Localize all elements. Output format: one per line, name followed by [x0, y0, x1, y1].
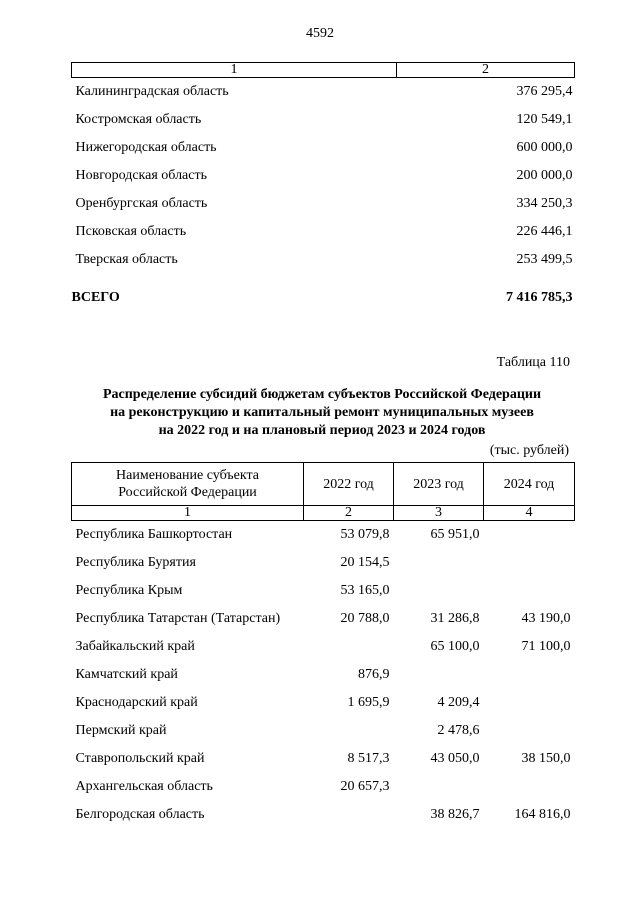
table-title-line-1: Распределение субсидий бюджетам субъектов Российской Федерации — [102, 387, 542, 402]
value-2024 — [484, 549, 575, 577]
value-2023: 38 826,7 — [430, 807, 480, 822]
region-name: Нижегородская область — [75, 140, 217, 155]
table-row — [72, 162, 575, 190]
region-value: 600 000,0 — [516, 140, 573, 155]
regions-totals-table — [71, 62, 575, 316]
value-2022 — [304, 633, 394, 661]
column-number-2: 2 — [397, 63, 575, 78]
table-row — [72, 246, 575, 274]
table-row — [72, 78, 575, 107]
region-name: Архангельская область — [75, 779, 213, 794]
region-value: 120 549,1 — [516, 112, 573, 127]
value-2023 — [394, 549, 484, 577]
value-2023: 4 209,4 — [437, 695, 480, 710]
total-row — [72, 274, 575, 316]
column-number-row — [72, 506, 575, 521]
value-2024 — [484, 521, 575, 550]
value-2023 — [394, 773, 484, 801]
value-2022: 876,9 — [358, 667, 390, 682]
table-row — [72, 134, 575, 162]
table-title — [70, 386, 574, 440]
value-2022: 20 154,5 — [340, 555, 390, 570]
region-name: Костромская область — [75, 112, 202, 127]
value-2024 — [484, 689, 575, 717]
header-region-name-line-1: Наименование субъекта — [116, 468, 259, 483]
value-2024 — [484, 717, 575, 745]
table2-body — [72, 521, 575, 830]
value-2022: 20 657,3 — [340, 779, 390, 794]
table-label: Таблица 110 — [496, 355, 570, 370]
table-row — [72, 549, 575, 577]
table-row — [72, 521, 575, 550]
region-name: Белгородская область — [75, 807, 205, 822]
value-2022: 53 165,0 — [340, 583, 390, 598]
table-row — [72, 577, 575, 605]
table-row — [72, 605, 575, 633]
value-2024: 43 190,0 — [521, 611, 571, 626]
region-name: Псковская область — [75, 224, 187, 239]
table-row — [72, 106, 575, 134]
region-value: 334 250,3 — [516, 196, 573, 211]
value-2022 — [304, 717, 394, 745]
column-number-1: 1 — [72, 506, 304, 521]
value-2022: 20 788,0 — [340, 611, 390, 626]
table-row — [72, 218, 575, 246]
subsidies-table — [71, 462, 575, 829]
table-row — [72, 773, 575, 801]
table-row — [72, 745, 575, 773]
region-name: Республика Башкортостан — [75, 527, 233, 542]
table-title-line-2: на реконструкцию и капитальный ремонт муниципальных музеев — [110, 405, 534, 420]
table-row — [72, 633, 575, 661]
value-2023: 65 951,0 — [430, 527, 480, 542]
region-name: Забайкальский край — [75, 639, 195, 654]
total-value: 7 416 785,3 — [506, 290, 573, 305]
region-value: 253 499,5 — [516, 252, 573, 267]
region-name: Республика Татарстан (Татарстан) — [75, 611, 281, 626]
value-2022: 8 517,3 — [347, 751, 390, 766]
value-2024: 164 816,0 — [514, 807, 571, 822]
value-2023: 31 286,8 — [430, 611, 480, 626]
value-2023: 2 478,6 — [437, 723, 480, 738]
column-number-row — [72, 63, 575, 78]
region-name: Новгородская область — [75, 168, 207, 183]
region-name: Калининградская область — [75, 84, 229, 99]
value-2023: 43 050,0 — [430, 751, 480, 766]
column-number-3: 3 — [394, 506, 484, 521]
value-2022: 53 079,8 — [340, 527, 390, 542]
header-region-name-line-2: Российской Федерации — [118, 485, 257, 500]
region-value: 226 446,1 — [516, 224, 573, 239]
header-2023: 2023 год — [394, 463, 484, 506]
region-name: Ставропольский край — [75, 751, 205, 766]
value-2024: 71 100,0 — [521, 639, 571, 654]
total-label: ВСЕГО — [71, 290, 120, 305]
table1-body — [72, 78, 575, 275]
region-name: Пермский край — [75, 723, 167, 738]
table-row — [72, 717, 575, 745]
value-2023 — [394, 661, 484, 689]
header-2022: 2022 год — [304, 463, 394, 506]
region-value: 376 295,4 — [516, 84, 573, 99]
region-name: Тверская область — [75, 252, 178, 267]
header-2024: 2024 год — [484, 463, 575, 506]
region-name: Республика Крым — [75, 583, 183, 598]
value-2022: 1 695,9 — [347, 695, 390, 710]
region-name: Камчатский край — [75, 667, 178, 682]
column-number-2: 2 — [304, 506, 394, 521]
table-row — [72, 801, 575, 829]
value-2024 — [484, 577, 575, 605]
table-title-line-3: на 2022 год и на плановый период 2023 и 2024 годов — [158, 423, 486, 438]
region-name: Краснодарский край — [75, 695, 198, 710]
table-row — [72, 689, 575, 717]
header-region-name — [72, 463, 304, 506]
value-2023 — [394, 577, 484, 605]
page-number: 4592 — [306, 26, 334, 41]
value-2024 — [484, 773, 575, 801]
column-number-4: 4 — [484, 506, 575, 521]
value-2023: 65 100,0 — [430, 639, 480, 654]
value-2024: 38 150,0 — [521, 751, 571, 766]
table-row — [72, 190, 575, 218]
region-name: Оренбургская область — [75, 196, 208, 211]
region-name: Республика Бурятия — [75, 555, 196, 570]
region-value: 200 000,0 — [516, 168, 573, 183]
column-number-1: 1 — [72, 63, 397, 78]
units-label: (тыс. рублей) — [489, 443, 569, 458]
table-row — [72, 661, 575, 689]
value-2024 — [484, 661, 575, 689]
value-2022 — [304, 801, 394, 829]
header-row — [72, 463, 575, 506]
